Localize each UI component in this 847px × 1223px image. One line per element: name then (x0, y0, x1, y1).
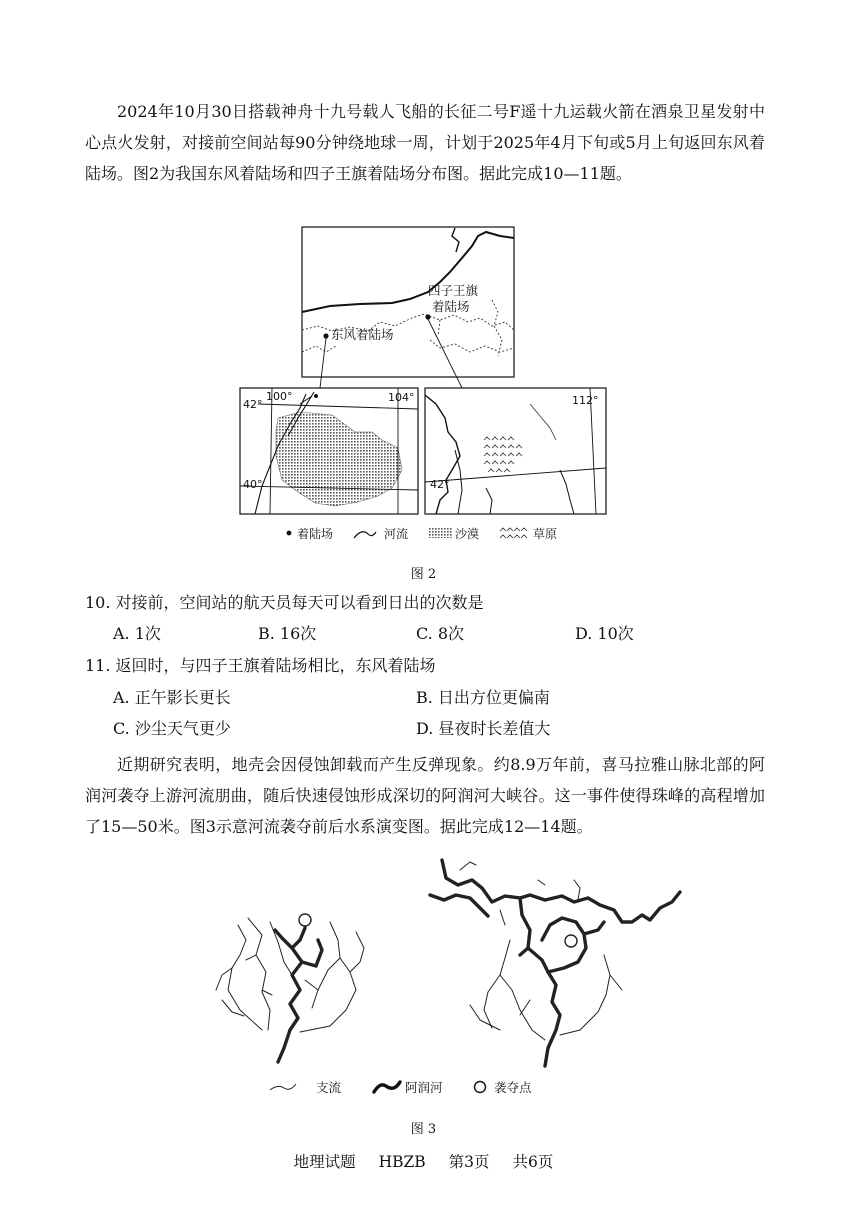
q10-stem: 10. 对接前，空间站的航天员每天可以看到日出的次数是 (85, 593, 484, 612)
siziwang-dot (425, 314, 430, 319)
lon-104: 104° (388, 391, 415, 404)
svg-text:草原: 草原 (533, 527, 558, 541)
overview-map (302, 227, 514, 377)
lat-42-left: 42° (243, 398, 263, 411)
q11-stem: 11. 返回时，与四子王旗着陆场相比，东风着陆场 (85, 656, 436, 675)
siziwang-label-1: 四子王旗 (428, 283, 479, 298)
q10-option-c: C. 8次 (416, 624, 465, 643)
lon-112: 112° (572, 394, 599, 407)
page-footer (0, 1150, 847, 1172)
q10-option-a: A. 1次 (113, 624, 161, 643)
q11-option-a: A. 正午影长更长 (113, 688, 231, 707)
svg-text:袭夺点: 袭夺点 (494, 1080, 532, 1095)
q10-option-d: D. 10次 (575, 624, 634, 643)
figure-2 (0, 220, 847, 550)
capture-point-after (565, 935, 577, 947)
lat-40-left: 40° (243, 478, 263, 491)
passage-1: 2024年10月30日搭载神舟十九号载人飞船的长征二号F遥十九运载火箭在酒泉卫星发射中心点火发射，对接前空间站每90分钟绕地球一周，计划于2025年4月下旬或5月上旬返回东风着陆场。图2为我国东风着陆场和四子王旗着陆场分布图。据此完成10—11题。 (85, 102, 765, 183)
siziwang-label-2: 着陆场 (432, 299, 470, 314)
dongfeng-label: 东风着陆场 (331, 327, 394, 342)
figure-3-caption: 图 3 (410, 1122, 437, 1137)
svg-text:沙漠: 沙漠 (455, 527, 480, 541)
right-inset-map (425, 388, 606, 514)
before-capture-map (216, 914, 364, 1062)
passage-2: 近期研究表明，地壳会因侵蚀卸载而产生反弹现象。约8.9万年前，喜马拉雅山脉北部的阿润河袭夺上游河流朋曲，随后快速侵蚀形成深切的阿润河大峡谷。这一事件使得珠峰的高程增加了15—50米。图3示意河流袭夺前后水系演变图。据此完成12—14题。 (85, 755, 765, 836)
q11-option-b: B. 日出方位更偏南 (416, 688, 550, 707)
lat-42-right: 42° (430, 478, 450, 491)
after-capture-map (430, 860, 680, 1066)
svg-text:支流: 支流 (316, 1080, 342, 1095)
q10-option-b: B. 16次 (258, 624, 317, 643)
svg-text:着陆场: 着陆场 (297, 527, 334, 541)
figure-3-legend (270, 1080, 532, 1095)
left-inset-map (240, 388, 418, 514)
lon-100: 100° (266, 390, 293, 403)
dongfeng-dot (323, 333, 328, 338)
footer-code: HBZB (378, 1153, 426, 1171)
figure-3 (0, 850, 847, 1105)
footer-total: 共6页 (512, 1153, 554, 1171)
footer-page: 第3页 (448, 1153, 490, 1171)
q11-option-d: D. 昼夜时长差值大 (416, 719, 551, 738)
capture-point-before (299, 914, 311, 926)
footer-subject: 地理试题 (293, 1153, 356, 1171)
figure-2-caption: 图 2 (410, 567, 437, 582)
svg-text:阿润河: 阿润河 (405, 1080, 443, 1095)
q11-option-c: C. 沙尘天气更少 (113, 719, 231, 738)
figure-2-legend (287, 526, 557, 541)
svg-text:河流: 河流 (384, 527, 409, 541)
